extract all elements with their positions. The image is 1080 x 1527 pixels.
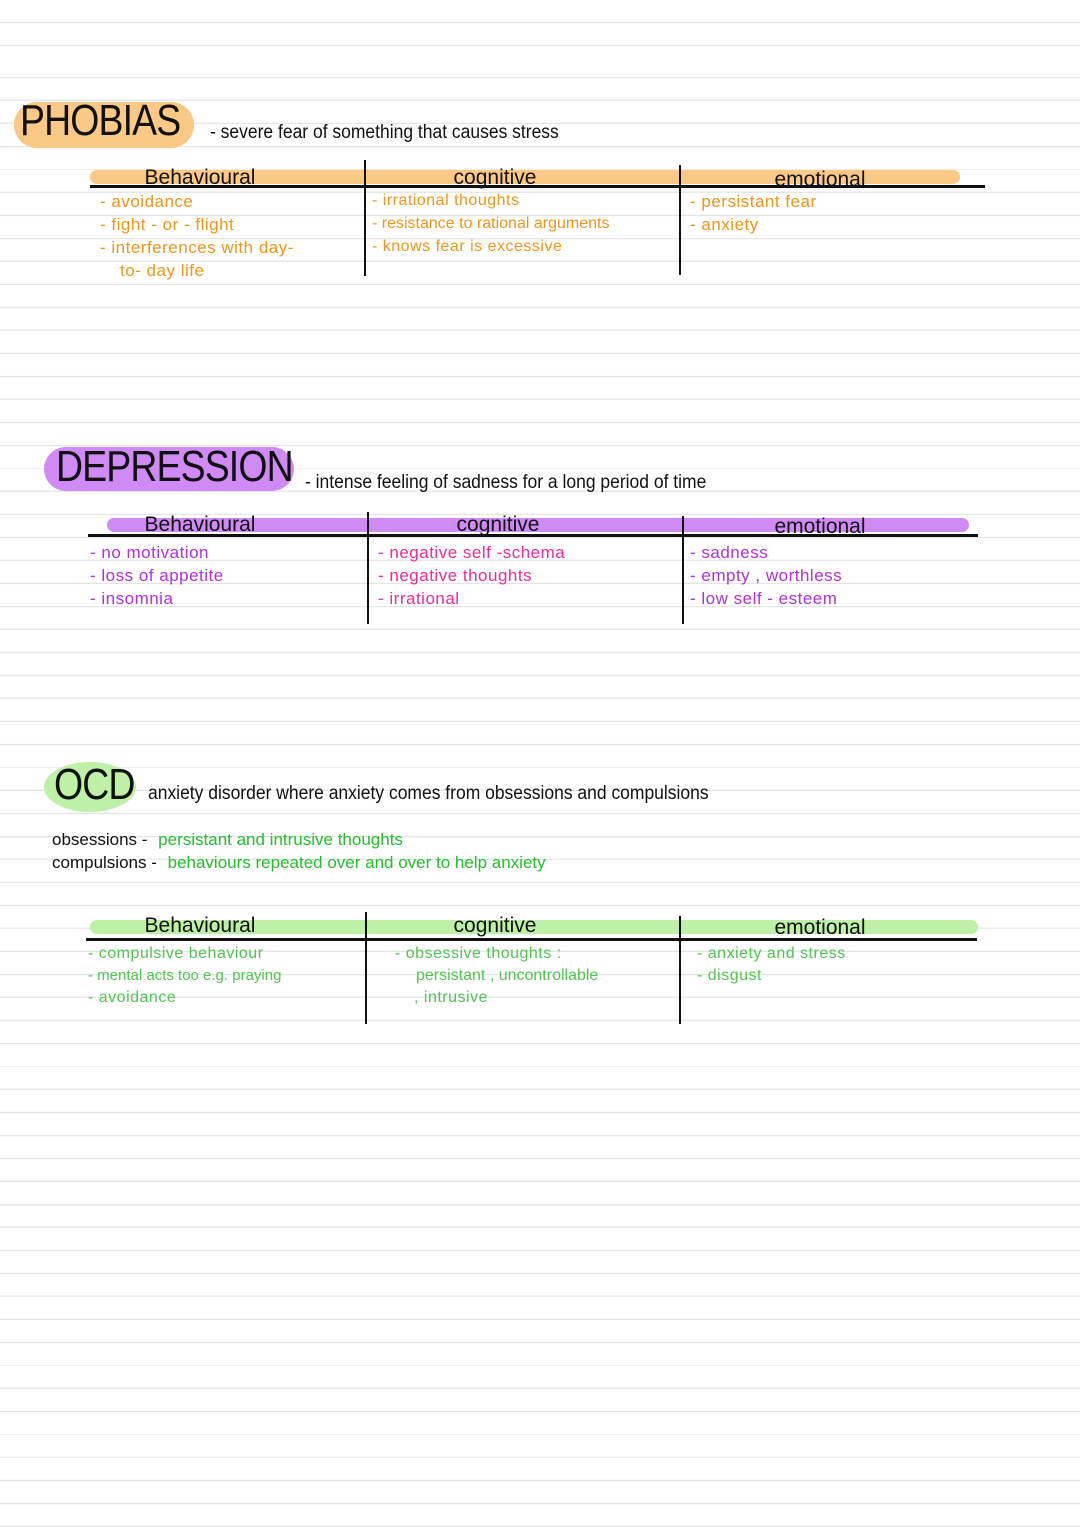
column-divider (679, 165, 681, 275)
header-behavioural: Behavioural (144, 914, 256, 937)
list-item: - disgust (697, 967, 762, 984)
section-title: OCD (54, 760, 135, 809)
header-cognitive: cognitive (453, 914, 537, 937)
obsessions-label: obsessions - (52, 830, 148, 849)
section-title: PHOBIAS (20, 96, 181, 145)
header-cognitive: cognitive (453, 166, 537, 189)
header-behavioural: Behavioural (144, 166, 256, 189)
list-item: - sadness (690, 543, 769, 562)
list-item: persistant , uncontrollable (416, 967, 599, 984)
column-divider (679, 916, 681, 1024)
compulsions-text: behaviours repeated over and over to help anxiety (167, 853, 546, 872)
column-divider (365, 912, 367, 1024)
column-divider (364, 160, 366, 276)
list-item: - interferences with day- (100, 238, 294, 257)
section-definition: - severe fear of something that causes stress (210, 122, 559, 143)
header-emotional: emotional (774, 168, 866, 191)
list-item: - compulsive behaviour (88, 945, 264, 962)
list-item: - empty , worthless (690, 566, 843, 585)
list-item: - negative thoughts (378, 566, 533, 585)
list-item: - mental acts too e.g. praying (88, 967, 282, 984)
list-item: - low self - esteem (690, 589, 838, 608)
list-item: - fight - or - flight (100, 215, 235, 234)
section-definition: - intense feeling of sadness for a long period of time (305, 472, 707, 493)
list-item: - obsessive thoughts : (395, 945, 562, 962)
list-item: - no motivation (90, 543, 209, 562)
section-title: DEPRESSION (56, 442, 293, 491)
compulsions-line (52, 853, 546, 873)
list-item: - irrational (378, 589, 460, 608)
list-item: - avoidance (100, 192, 194, 211)
obsessions-text: persistant and intrusive thoughts (158, 830, 403, 849)
list-item: , intrusive (414, 989, 488, 1006)
header-cognitive: cognitive (456, 513, 540, 536)
column-divider (367, 512, 369, 624)
list-item: - knows fear is excessive (372, 238, 563, 255)
header-emotional: emotional (774, 916, 866, 939)
header-behavioural: Behavioural (144, 513, 256, 536)
list-item: to- day life (120, 261, 205, 280)
obsessions-line (52, 830, 403, 850)
column-divider (682, 516, 684, 624)
list-item: - avoidance (88, 989, 177, 1006)
list-item: - insomnia (90, 589, 174, 608)
list-item: - negative self -schema (378, 543, 566, 562)
list-item: - irrational thoughts (372, 192, 520, 209)
list-item: - persistant fear (690, 192, 817, 211)
list-item: - resistance to rational arguments (372, 215, 610, 232)
section-definition: anxiety disorder where anxiety comes from obsessions and compulsions (148, 783, 709, 804)
compulsions-label: compulsions - (52, 853, 157, 872)
list-item: - anxiety and stress (697, 945, 846, 962)
list-item: - loss of appetite (90, 566, 224, 585)
header-emotional: emotional (774, 515, 866, 538)
list-item: - anxiety (690, 215, 759, 234)
